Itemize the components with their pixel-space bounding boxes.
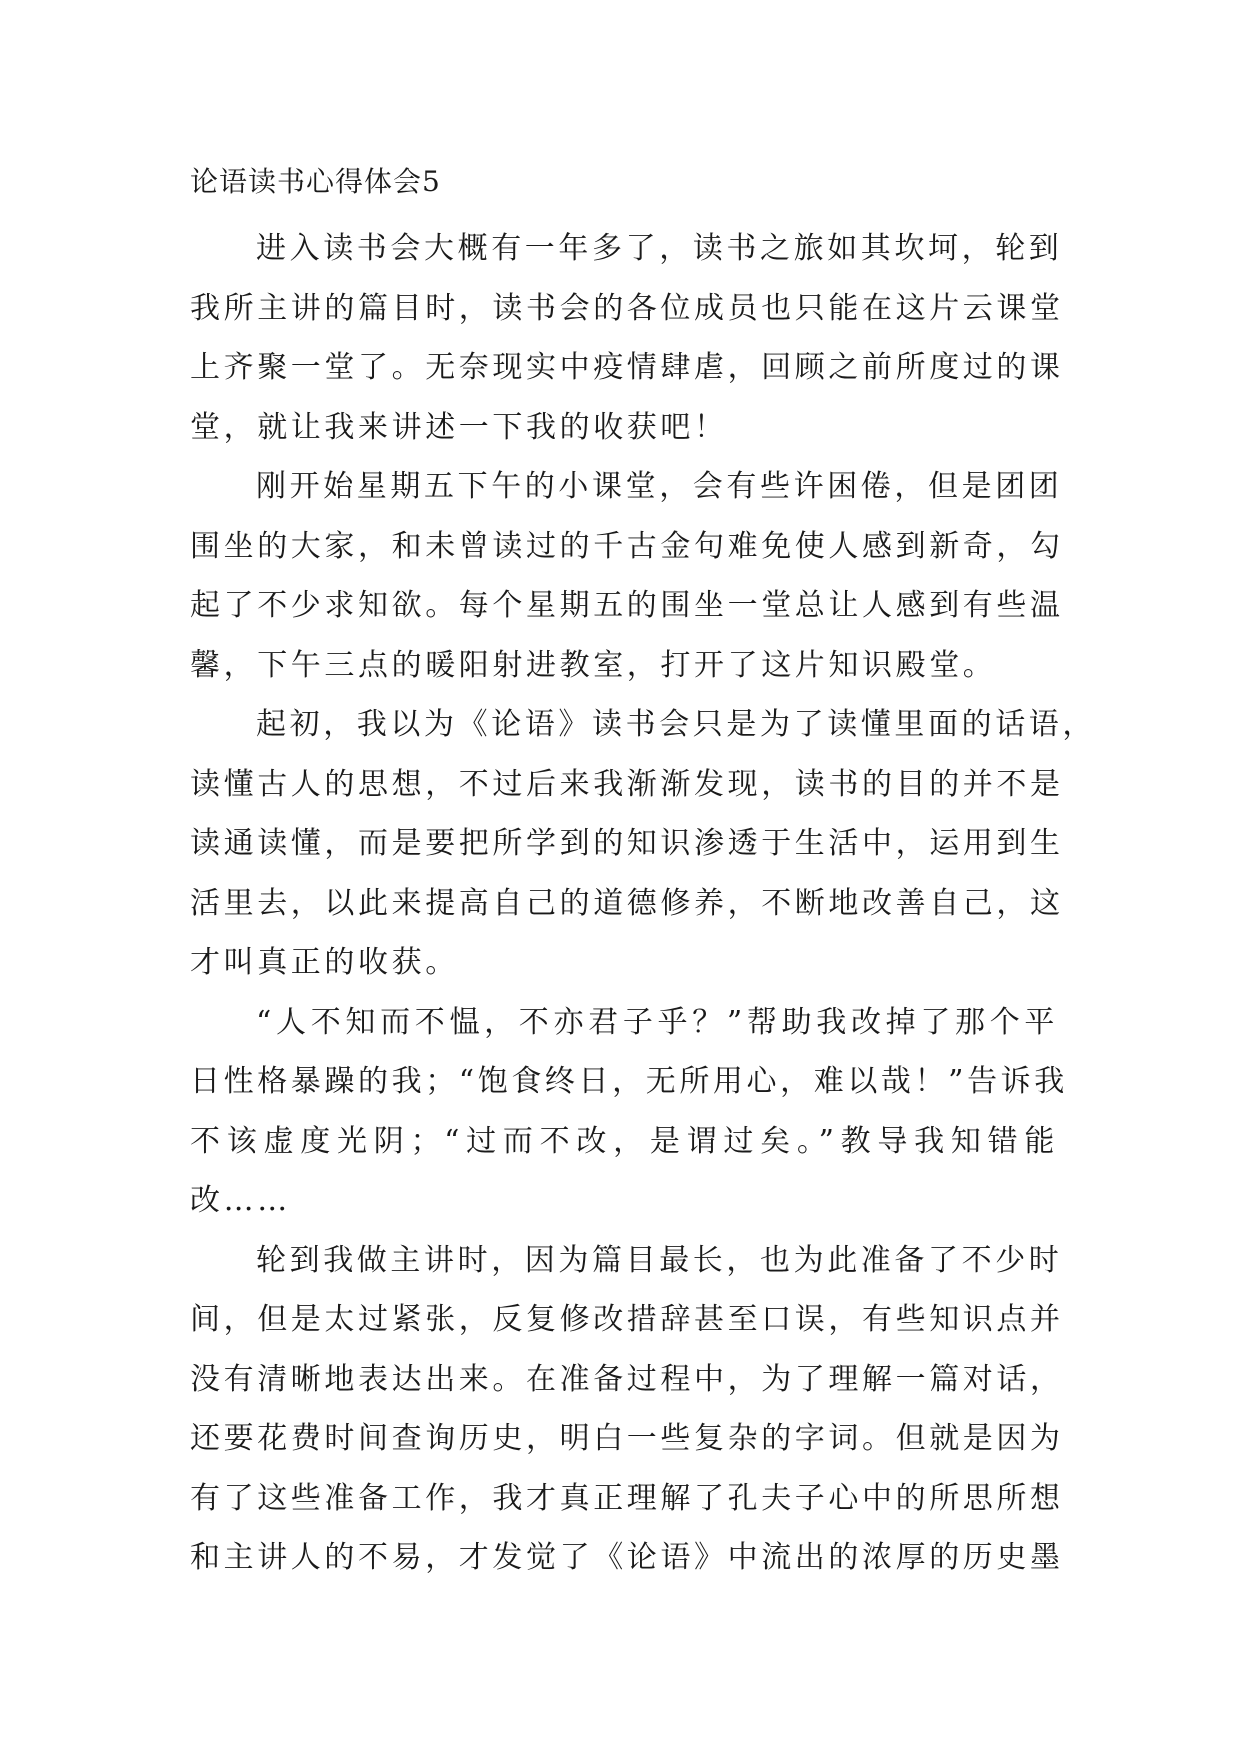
text-line: 不该虚度光阴；“过而不改，是谓过矣。”教导我知错能 [190, 1123, 1058, 1159]
text-line: 日性格暴躁的我；“饱食终日，无所用心，难以哉！”告诉我 [190, 1064, 1068, 1099]
text-line: 间，但是太过紧张，反复修改措辞甚至口误，有些知识点并 [190, 1302, 1064, 1337]
text-line: 起初，我以为《论语》读书会只是为了读懂里面的话语， [256, 707, 1096, 742]
document-body [190, 219, 1096, 1588]
document-title: 论语读书心得体会5 [190, 165, 441, 198]
paragraph [190, 1231, 1064, 1588]
text-line: 轮到我做主讲时，因为篇目最长，也为此准备了不少时 [256, 1242, 1063, 1278]
paragraph [190, 993, 1068, 1231]
text-line: 围坐的大家，和未曾读过的千古金句难免使人感到新奇，勾 [190, 528, 1064, 564]
text-line: 上齐聚一堂了。无奈现实中疫情肆虐，回顾之前所度过的课 [190, 350, 1064, 385]
paragraph [190, 219, 1064, 457]
text-line: 堂，就让我来讲述一下我的收获吧！ [190, 409, 728, 445]
paragraph [190, 457, 1064, 695]
text-line: 读通读懂，而是要把所学到的知识渗透于生活中，运用到生 [190, 826, 1064, 861]
text-line: 我所主讲的篇目时，读书会的各位成员也只能在这片云课堂 [190, 290, 1064, 326]
text-line: 活里去，以此来提高自己的道德修养，不断地改善自己，这 [190, 885, 1064, 921]
text-line: 有了这些准备工作，我才真正理解了孔夫子心中的所思所想 [190, 1480, 1064, 1516]
text-line: 刚开始星期五下午的小课堂，会有些许困倦，但是团团 [256, 469, 1063, 504]
text-line: 和主讲人的不易，才发觉了《论语》中流出的浓厚的历史墨 [190, 1540, 1064, 1575]
text-line: 读懂古人的思想，不过后来我渐渐发现，读书的目的并不是 [190, 766, 1064, 802]
text-line: 馨，下午三点的暖阳射进教室，打开了这片知识殿堂。 [190, 647, 997, 683]
text-line: 没有清晰地表达出来。在准备过程中，为了理解一篇对话， [190, 1361, 1064, 1397]
paragraph [190, 695, 1096, 993]
text-line: 改…… [190, 1183, 291, 1218]
text-line: 起了不少求知欲。每个星期五的围坐一堂总让人感到有些温 [190, 588, 1064, 623]
text-line: 还要花费时间查询历史，明白一些复杂的字词。但就是因为 [190, 1421, 1064, 1456]
text-line: 进入读书会大概有一年多了，读书之旅如其坎坷，轮到 [256, 231, 1063, 266]
text-line: “人不知而不愠，不亦君子乎？”帮助我改掉了那个平 [256, 1004, 1058, 1040]
text-line: 才叫真正的收获。 [190, 945, 459, 980]
